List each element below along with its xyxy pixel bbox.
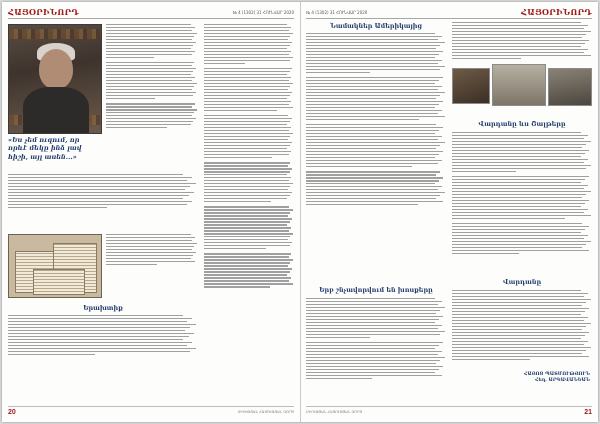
footer-text: ՄԻՈՒԹՅԱՆ ՀԱՅՈՒԹՅԱՆ ԳՈՐԾ bbox=[237, 410, 294, 414]
section-heading: Երախտիք bbox=[83, 304, 123, 312]
archive-photo-3 bbox=[548, 68, 592, 106]
footer-text: ՄԻՈՒԹՅԱՆ ՀԱՅՈՒԹՅԱՆ ԳՈՐԾ bbox=[306, 410, 363, 414]
body-text-column bbox=[452, 132, 592, 256]
section-heading: Վարդանը bbox=[502, 278, 542, 286]
pull-quote: «Ես չեմ ուզում, որ որևէ մեկը ինձ լավ հիշի, այլ ասեն...» bbox=[8, 136, 82, 161]
issue-info: № 4 (1302) 31 ՀՈՒՆՎԱՐ 2020 bbox=[306, 9, 368, 15]
body-text-column bbox=[8, 174, 198, 212]
section-heading: Նամակներ Ամերիկայից bbox=[329, 22, 422, 30]
newspapers-photo bbox=[8, 234, 102, 298]
right-page bbox=[300, 2, 598, 422]
page-number: 20 bbox=[8, 408, 16, 416]
body-text-column bbox=[204, 24, 294, 289]
right-page-footer bbox=[306, 406, 592, 417]
portrait-photo bbox=[8, 24, 102, 134]
newspaper-spread bbox=[2, 2, 598, 422]
masthead-logo: ՀԱՅՕՐԻՆՈՐԴ bbox=[8, 7, 79, 17]
left-page-header bbox=[8, 6, 294, 19]
body-text-column bbox=[306, 33, 446, 207]
author-name: ՀԱՅՈՑ ՊԱՏՄՈՒԹՅՈՒՆ bbox=[524, 372, 590, 377]
body-text-column bbox=[452, 22, 592, 63]
left-page bbox=[2, 2, 301, 422]
section-heading: Երբ շնչավորվում են խոսքերը bbox=[319, 286, 433, 294]
issue-info: № 4 (1302) 31 ՀՈՒՆՎԱՐ 2020 bbox=[232, 9, 294, 15]
body-text-column bbox=[8, 315, 198, 357]
author-role: Հեղ. ԱՐԳԱՎԱՆԵԱՆ bbox=[535, 378, 590, 383]
archive-photo-2 bbox=[492, 64, 546, 106]
masthead-logo: ՀԱՅՕՐԻՆՈՐԴ bbox=[521, 7, 592, 17]
body-text-column bbox=[106, 234, 198, 267]
archive-photo-1 bbox=[452, 68, 490, 104]
body-text-column bbox=[306, 298, 446, 381]
author-credit bbox=[524, 372, 590, 384]
body-text-column bbox=[452, 290, 592, 362]
left-page-footer bbox=[8, 406, 294, 417]
section-heading: Վարդանը ևս Շալթերը bbox=[478, 120, 566, 128]
page-number: 21 bbox=[584, 408, 592, 416]
body-text-column bbox=[106, 24, 198, 130]
right-page-header bbox=[306, 6, 592, 19]
